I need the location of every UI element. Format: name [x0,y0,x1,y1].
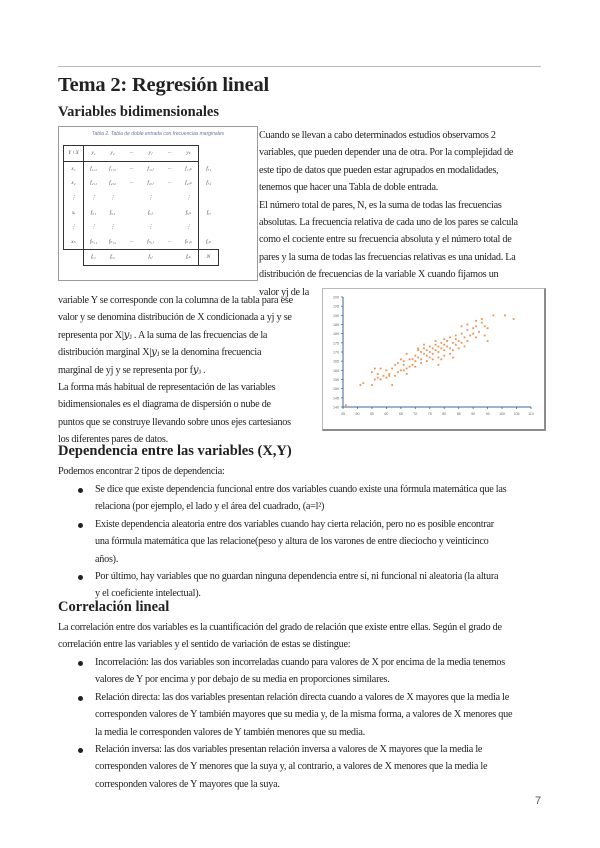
data-point [493,314,495,316]
data-point [414,360,416,362]
table-cell [160,205,179,220]
paragraph-line: La correlación entre dos variables es la cuantificación del grado de relación que existe entre ellas. Según el grado de [58,622,502,633]
table-cell: fₓₕ [199,235,219,250]
bullet-item [58,741,548,793]
data-point [438,346,440,348]
scatter-plot [323,289,544,429]
table-cell: f₂,₂ [109,180,116,187]
page-title: Tema 2: Regresión lineal [58,74,270,96]
table-cell: f₁,₁ [90,165,97,172]
bullet-text-line: corresponden valores de Y menores que la suya y, al contrario, a valores de X menores que la media le [95,761,488,773]
data-point [374,368,376,370]
data-point [377,373,379,375]
table-cell: fₓᵢ [206,209,211,216]
x-tick-label: 75 [427,412,432,416]
bullet-text-line: Relación inversa: las dos variables presentan relación inversa a valores de X mayores que la media le [95,744,483,756]
data-point [391,384,393,386]
data-point [458,340,460,342]
data-point [466,329,468,331]
table-cell: ⋮ [147,195,154,202]
data-point [417,347,419,349]
data-point [481,318,483,320]
x-tick-label: 100 [499,412,506,416]
table-cell [122,205,141,220]
data-point [377,377,379,379]
y-tick-label: 160 [333,368,339,373]
data-point [513,318,515,320]
y-tick-label: 165 [333,359,339,364]
data-point [391,368,393,370]
bullet-text-line: Existe dependencia aleatoria entre dos variables cuando hay cierta relación, pero no es posible encontrar [95,518,494,530]
data-point [414,366,416,368]
table-cell: x₁ [64,161,84,176]
table-cell: fₕ,₁ [84,235,104,250]
table-cell [199,146,219,162]
data-point [371,384,373,386]
table-cell: fₕ,ₖ [179,235,199,250]
data-point [452,342,454,344]
table-cell: f₂,₁ [90,180,97,187]
paragraph-line: La forma más habitual de representación de las variables [58,382,276,394]
paragraph-line: distribución de frecuencias de la variable X cuando fijamos un [259,269,499,281]
bullet-text-line: corresponden valores de Y mayores que la suya. [95,778,280,790]
data-point [423,344,425,346]
data-point [432,347,434,349]
frequency-table [63,145,219,266]
data-point [429,346,431,348]
data-point [449,353,451,355]
table-cell: fₕ,ⱼ [141,235,160,250]
table-footer-row [64,250,219,266]
table-cell: ··· [129,165,134,172]
table-cell [160,220,179,235]
bullet-icon [78,575,83,580]
data-point [403,364,405,366]
table-cell [199,191,219,206]
data-point [464,346,466,348]
data-point [443,355,445,357]
bullet-icon [78,661,83,666]
table-cell [122,250,141,266]
bullet-text-line: Por último, hay variables que no guardan ninguna dependencia entre sí, ni funcional ni aleatoria (la altura [95,571,499,583]
data-point [374,379,376,381]
table-cell: y₂ [103,146,122,162]
bullet-text-line: la media le corresponden valores de Y también menores que su media. [95,726,365,738]
table-cell: f₂,ₖ [179,176,199,191]
y-tick-label: 195 [333,304,339,309]
bullet-text-line: años). [95,553,119,565]
table-cell: f₁,ⱼ [147,165,154,172]
data-point [435,349,437,351]
data-point [385,369,387,371]
data-point [388,373,390,375]
paragraph-line: variable Y se corresponde con la columna de la tabla para ese [58,295,293,306]
y-tick-label: 150 [333,387,339,392]
data-point [443,338,445,340]
paragraph-line: tenemos que hacer una Tabla de doble entrada. [259,182,439,194]
table-cell [64,250,84,266]
bullet-item [58,481,548,516]
data-point [466,324,468,326]
table-cell: ⋮ [179,220,199,235]
data-point [414,355,416,357]
data-point [406,353,408,355]
data-point [446,346,448,348]
data-point [397,362,399,364]
data-point [487,327,489,329]
data-point [481,322,483,324]
bullet-text-line: Se dice que existe dependencia funcional entre dos variables cuando existe una fórmula matemática que las [95,484,507,495]
data-point [446,340,448,342]
data-point [475,336,477,338]
x-tick-label: 55 [369,412,374,416]
data-point [487,340,489,342]
paragraph-line: los diferentes pares de datos. [58,434,168,446]
data-point [452,357,454,359]
data-point [438,351,440,353]
table-cell: xₕ [64,235,84,250]
x-tick-label: 110 [528,412,534,416]
data-point [406,373,408,375]
table-cell: fᵧₖ [179,250,199,266]
data-point [475,325,477,327]
bullet-icon [78,488,83,493]
intro-paragraph-right [259,127,544,301]
y-tick-label: 200 [333,295,339,300]
paragraph-line: El número total de pares, N, es la suma de todas las frecuencias [259,199,502,211]
table-cell: ··· [129,180,134,187]
table-cell: f₁,₂ [109,165,116,172]
bullet-icon [78,523,83,528]
data-point [400,369,402,371]
data-point [409,366,411,368]
table-cell: ··· [167,165,172,172]
data-point [469,335,471,337]
double-entry-table-figure [58,126,258,281]
data-point [359,384,361,386]
x-tick-label: 50 [355,412,360,416]
table-cell [122,220,141,235]
data-point [409,358,411,360]
paragraph-line: como el cociente entre su frecuencia absoluta y el número total de [259,234,512,246]
data-point [435,340,437,342]
bullet-item [58,654,548,689]
y-tick-label: 145 [333,396,339,401]
bullet-icon [78,696,83,701]
paragraph-line: marginal de yj y se representa por f𝑦ⱼ . [58,364,206,376]
paragraph-line: valor y se denomina distribución de X condicionada a yj y se [58,312,292,324]
table-cell: fᵧⱼ [141,250,160,266]
paragraph-line: Cuando se llevan a cabo determinados estudios observamos 2 [259,130,496,141]
bullet-text-line: corresponden valores de Y también mayores que su media y, de la misma forma, a valores de X menores que [95,709,513,721]
correlacion-intro [58,619,548,654]
data-point [420,358,422,360]
y-tick-label: 155 [333,378,339,382]
data-point [484,335,486,337]
bullet-text-line: y el coeficiente intelectual). [95,588,201,600]
scatter-plot-figure [322,288,546,431]
x-tick-label: 60 [384,412,389,416]
data-point [380,368,382,370]
table-cell: ⋮ [64,220,84,235]
data-point [420,351,422,353]
bullet-text-line: una fórmula matemática que las relacione(peso y altura de los varones de entre dieciocho y veinticinco [95,536,489,548]
y-tick-label: 180 [333,332,339,337]
dependencia-list [58,481,548,603]
x-tick-label: 80 [442,412,447,416]
data-point [466,340,468,342]
x-tick-label: 95 [485,412,490,416]
data-point [403,360,405,362]
table-cell [160,191,179,206]
table-cell: ··· [167,180,172,187]
data-point [440,342,442,344]
table-caption: Tabla 2. Tabla de doble entrada con frecuencias marginales [91,131,225,137]
table-cell: fᵧ₂ [103,250,122,266]
x-tick-label: 45 [341,412,345,416]
table-cell: fₓ₂ [206,180,212,187]
data-point [455,344,457,346]
y-tick-label: 170 [333,350,339,355]
data-point [472,327,474,329]
table-cell: ⋮ [109,195,116,202]
data-point [345,404,347,406]
data-point [461,342,463,344]
y-tick-label: 185 [333,323,339,327]
data-point [385,377,387,379]
paragraph-line: correlación entre las variables y el sentido de variación de estas se distingue: [58,639,351,651]
table-cell [122,191,141,206]
x-tick-label: 65 [398,412,403,416]
table-cell: ⋮ [147,224,154,231]
table-cell: xᵢ [64,205,84,220]
table-cell: fᵢ,ⱼ [147,209,154,216]
data-point [455,338,457,340]
y-tick-label: 190 [333,313,339,318]
data-point [464,336,466,338]
paragraph-line: distribución marginal X|𝑦ⱼ se la denomina frecuencia [58,347,262,359]
table-cell: fᵢ,₁ [90,209,97,216]
paragraph-line: absolutas. La frecuencia relativa de cada uno de los pares se calcula [259,217,518,229]
data-point [475,320,477,322]
data-point [429,351,431,353]
table-cell: N [199,250,219,266]
table-cell: x₂ [64,176,84,191]
section-heading-variables-bidimensionales: Variables bidimensionales [58,104,220,120]
data-point [455,335,457,337]
x-tick-label: 105 [513,412,520,416]
x-tick-label: 85 [456,412,461,416]
table-cell: ··· [160,235,179,250]
table-row [64,220,219,235]
data-point [412,358,414,360]
data-point [383,375,385,377]
data-point [461,333,463,335]
data-point [484,325,486,327]
bullet-icon [78,748,83,753]
table-row [64,161,219,176]
bullet-item [58,568,548,603]
section-heading-dependencia: Dependencia entre las variables (X,Y) [58,443,292,459]
table-cell: ··· [122,146,141,162]
data-point [449,336,451,338]
data-point [461,325,463,327]
data-point [417,357,419,359]
header-rule [58,66,541,67]
data-point [478,331,480,333]
data-point [417,349,419,351]
data-point [394,364,396,366]
paragraph-line: valor yj de la [259,286,309,298]
table-cell: ··· [122,235,141,250]
table-cell: fₕ,₂ [103,235,122,250]
table-row [64,235,219,250]
section-heading-correlacion: Correlación lineal [58,599,170,615]
table-cell: f₂,ⱼ [147,180,154,187]
intro-paragraph-left [58,292,320,449]
table-cell: ⋮ [90,195,97,202]
data-point [423,347,425,349]
data-point [458,347,460,349]
data-point [435,344,437,346]
data-point [452,349,454,351]
table-cell [160,250,179,266]
bullet-text-line: Incorrelación: las dos variables son incorreladas cuando para valores de X por encima de la media tenemos [95,657,505,668]
table-row [64,176,219,191]
x-tick-label: 70 [413,412,418,416]
data-point [394,375,396,377]
table-cell: yⱼ [141,146,160,162]
page-number: 7 [535,795,542,807]
data-point [400,358,402,360]
table-cell: fᵢ,ₖ [179,205,199,220]
data-point [438,357,440,359]
table-cell: fᵢ,₂ [109,209,116,216]
data-point [504,314,506,316]
data-point [449,347,451,349]
data-point [426,355,428,357]
paragraph-line: este tipo de datos que pueden estar agrupados en modalidades, [259,164,499,176]
bullet-text-line: valores de Y por encima y por debajo de su media en proporciones similares. [95,674,390,686]
table-cell: y₁ [84,146,104,162]
table-cell: f₁,ₖ [179,161,199,176]
y-tick-label: 175 [333,341,339,346]
data-point [406,368,408,370]
table-cell: yₖ [179,146,199,162]
data-point [423,353,425,355]
dependencia-intro: Podemos encontrar 2 tipos de dependencia: [58,466,225,477]
table-cell: ⋮ [64,191,84,206]
table-cell [199,220,219,235]
paragraph-line: variables, que pueden depender una de otra. Por la complejidad de [259,147,514,159]
data-point [397,371,399,373]
paragraph-line: pares y la suma de todas las frecuencias relativas es una unidad. La [259,251,516,263]
data-point [432,353,434,355]
data-point [443,344,445,346]
bullet-text-line: relaciona (por ejemplo, el lado y el área del cuadrado, (a=l²) [95,501,325,513]
table-cell: ⋮ [90,224,97,231]
paragraph-line: representa por X|𝑦ⱼ . A la suma de las frecuencias de la [58,329,268,341]
table-cell: ⋮ [109,224,116,231]
table-header-row [64,146,219,162]
table-cell: Y \ X [64,146,84,162]
x-tick-label: 90 [471,412,476,416]
table-row [64,191,219,206]
data-point [371,371,373,373]
data-point [440,358,442,360]
paragraph-line: bidimensionales es el diagrama de dispersión o nube de [58,399,271,411]
data-point [380,379,382,381]
table-cell: ⋮ [179,191,199,206]
data-point [388,375,390,377]
bullet-item [58,689,548,741]
data-point [429,357,431,359]
table-cell: fᵧ₁ [84,250,104,266]
data-point [412,364,414,366]
data-point [420,362,422,364]
paragraph-line: puntos que se construye llevando sobre unos ejes cartesianos [58,416,291,428]
data-point [426,360,428,362]
data-point [426,349,428,351]
data-point [362,382,364,384]
data-point [440,347,442,349]
table-row [64,205,219,220]
correlacion-list [58,654,548,793]
data-point [432,358,434,360]
table-cell: fₓ₁ [206,165,212,172]
data-point [403,369,405,371]
data-point [443,349,445,351]
bullet-item [58,516,548,568]
data-point [438,364,440,366]
y-tick-label: 140 [333,405,339,410]
table-cell: ··· [160,146,179,162]
bullet-text-line: Relación directa: las dos variables presentan relación directa cuando a valores de X mayores que la media le [95,691,509,703]
data-point [472,333,474,335]
